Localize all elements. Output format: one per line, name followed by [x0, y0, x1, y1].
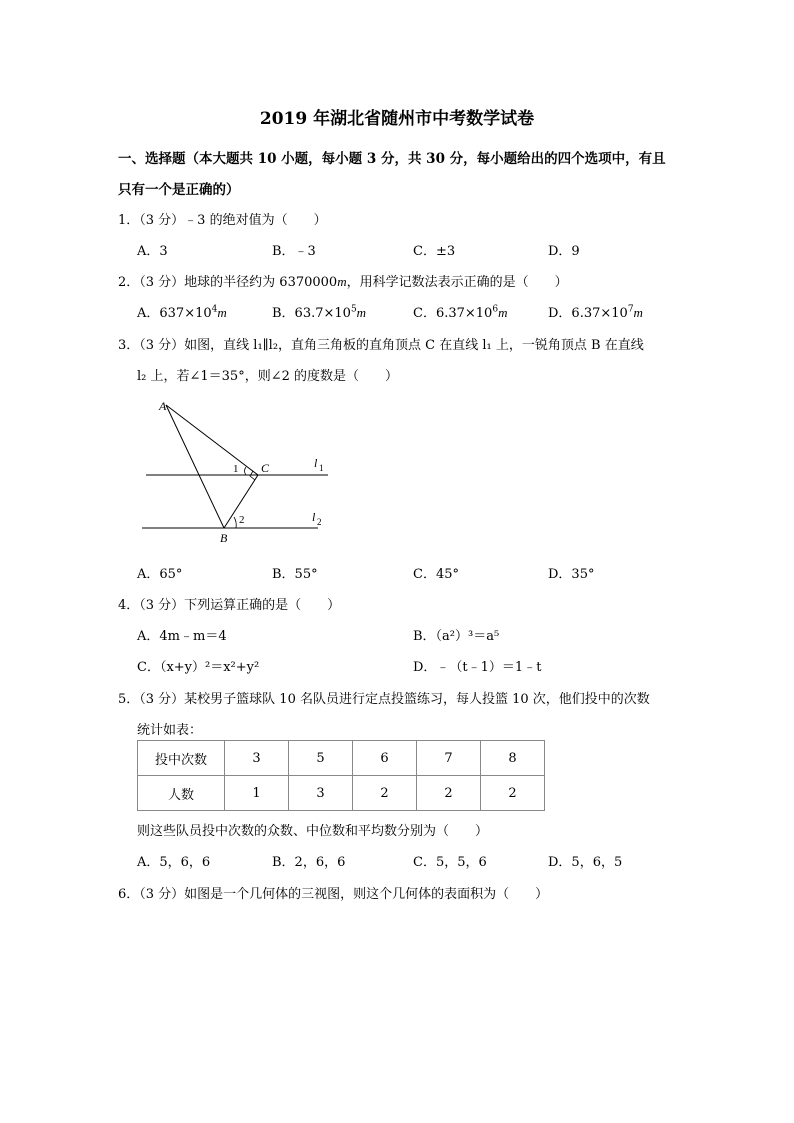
q3-option-a: A．65°: [137, 567, 183, 582]
q1-option-c: C．±3: [413, 244, 456, 259]
table-cell: 1: [225, 776, 289, 811]
q3-stem-line1: 3．（3 分）如图，直线 l₁∥l₂，直角三角板的直角顶点 C 在直线 l₁ 上，一锐角顶点 B 在直线: [118, 338, 644, 353]
section-heading-line1: 一、选择题（本大题共 10 小题，每小题 3 分，共 30 分，每小题给出的四个选项中，有且: [118, 151, 666, 167]
q5-option-b: B．2，6，6: [272, 855, 346, 870]
table-cell: 3: [289, 776, 353, 811]
q5-stem-line1: 5．（3 分）某校男子篮球队 10 名队员进行定点投篮练习，每人投篮 10 次，他们投中的次数: [118, 692, 650, 707]
q3-stem-line2: l₂ 上，若∠1＝35°，则∠2 的度数是（ ）: [137, 369, 399, 384]
table-header-cell: 人数: [138, 776, 225, 811]
label-c: C: [261, 461, 270, 475]
table-cell: 2: [353, 776, 417, 811]
q5-option-c: C．5，5，6: [413, 855, 487, 870]
table-cell: 3: [225, 741, 289, 776]
q5-option-d: D．5，6，5: [548, 855, 623, 870]
q3-geometry-figure: [138, 393, 338, 548]
label-b: B: [220, 531, 228, 545]
q5-stat-table: [137, 740, 545, 811]
table-cell: 7: [417, 741, 481, 776]
label-l2-sub: 2: [317, 517, 322, 527]
label-l1: l: [314, 456, 318, 470]
q5-stem-line2: 统计如表：: [137, 723, 203, 738]
q2-stem: 2．（3 分）地球的半径约为 6370000m，用科学记数法表示正确的是（ ）: [118, 274, 568, 290]
page-title: 2019 年湖北省随州市中考数学试卷: [259, 109, 535, 129]
q1-option-d: D．9: [548, 244, 580, 259]
q3-option-d: D．35°: [548, 567, 595, 582]
q4-option-d: D．﹣（t﹣1）＝1﹣t: [413, 660, 542, 675]
table-cell: 6: [353, 741, 417, 776]
table-cell: 2: [481, 776, 545, 811]
table-row: [138, 776, 545, 811]
q4-stem: 4．（3 分）下列运算正确的是（ ）: [118, 598, 341, 613]
q2-option-b: B．$63.7\times 10^5m$: [272, 304, 367, 321]
table-cell: 2: [417, 776, 481, 811]
q3-option-b: B．55°: [272, 567, 318, 582]
label-angle2: 2: [239, 514, 245, 526]
q2-option-d: D．$6.37\times 10^7m$: [548, 304, 643, 321]
table-header-cell: 投中次数: [138, 741, 225, 776]
q4-option-b: B．（a²）³＝a⁵: [413, 629, 500, 644]
q2-option-a: A．$637\times 10^4m$: [137, 304, 227, 321]
q1-option-a: A．3: [137, 244, 168, 259]
label-angle1: 1: [233, 463, 239, 475]
q1-stem: 1．（3 分）﹣3 的绝对值为（ ）: [118, 213, 327, 228]
section-heading-line2: 只有一个是正确的）: [118, 182, 240, 198]
q1-option-b: B．﹣3: [272, 244, 316, 259]
table-cell: 8: [481, 741, 545, 776]
angle1-arc: [245, 467, 247, 475]
table-row: [138, 741, 545, 776]
label-l2: l: [312, 510, 316, 524]
angle2-arc: [234, 517, 236, 528]
segment-ac: [166, 405, 258, 475]
q2-option-c: C．$6.37\times 10^6m$: [413, 304, 508, 321]
q4-option-a: A．4m﹣m＝4: [137, 629, 227, 644]
segment-ab: [166, 405, 224, 528]
q6-stem: 6．（3 分）如图是一个几何体的三视图，则这个几何体的表面积为（ ）: [118, 887, 549, 902]
label-l1-sub: 1: [319, 463, 324, 473]
q5-option-a: A．5，6，6: [137, 855, 211, 870]
q5-question: 则这些队员投中次数的众数、中位数和平均数分别为（ ）: [137, 824, 489, 839]
q3-option-c: C．45°: [413, 567, 459, 582]
q4-option-c: C．（x+y）²＝x²+y²: [137, 660, 260, 675]
table-cell: 5: [289, 741, 353, 776]
label-a: A: [159, 399, 167, 413]
